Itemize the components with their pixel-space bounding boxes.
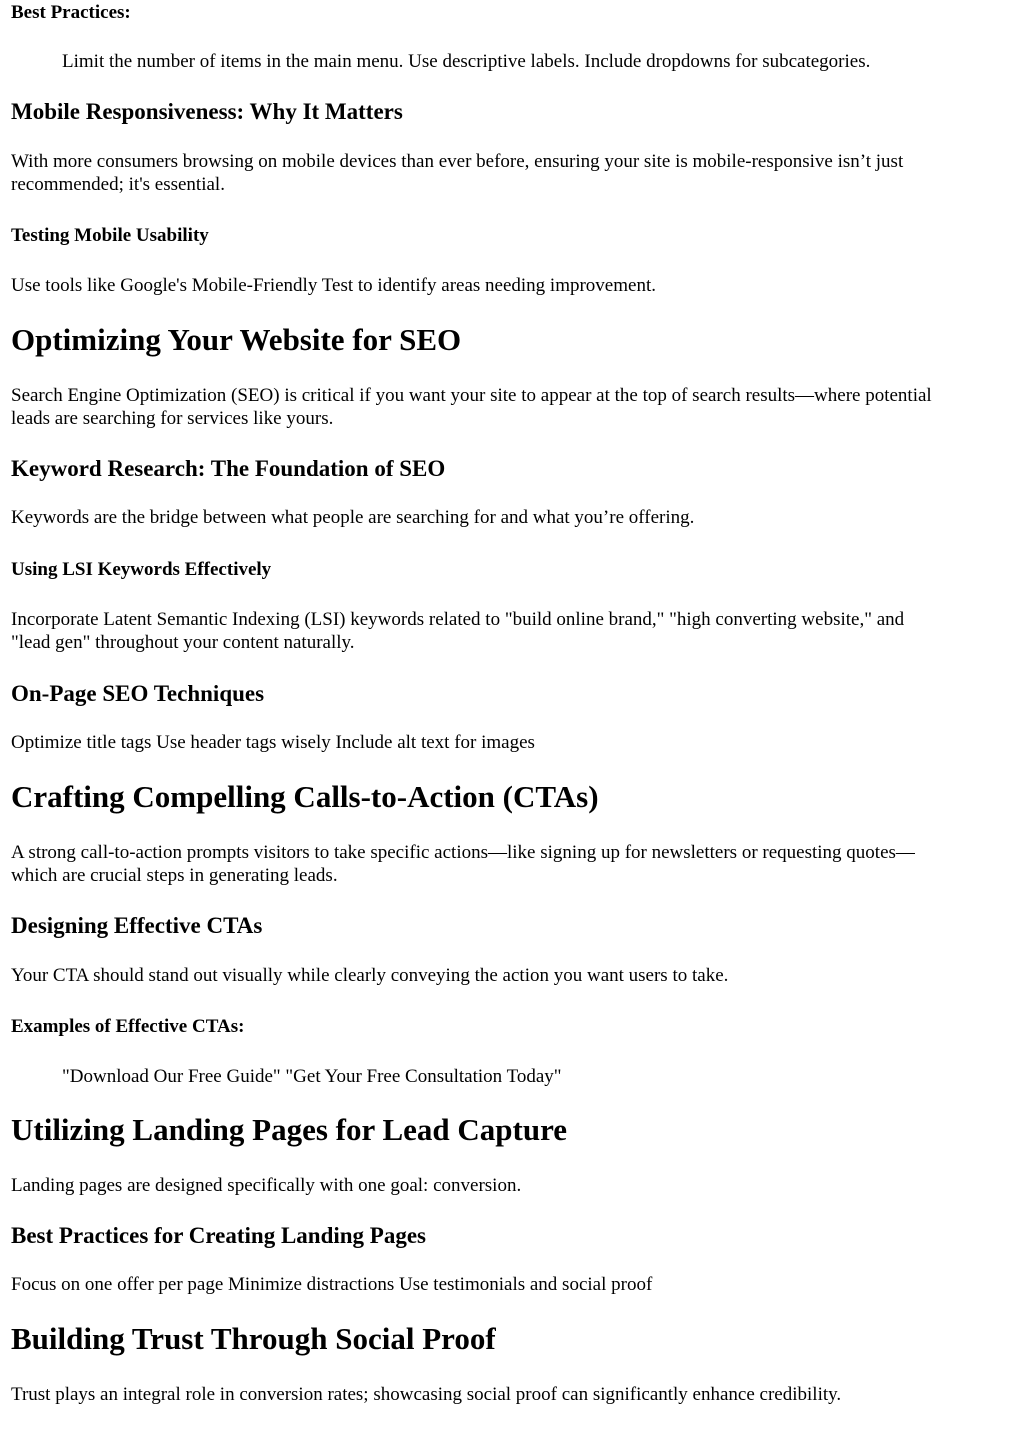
paragraph-testing-tools: Use tools like Google's Mobile-Friendly Test to identify areas needing improvement. [11, 275, 656, 296]
paragraph-social-proof: Trust plays an integral role in conversion rates; showcasing social proof can significantly enhance credibility. [11, 1384, 842, 1405]
paragraph-mobile-line-2: recommended; it's essential. [11, 174, 225, 195]
paragraph-on-page-seo: Optimize title tags Use header tags wisely Include alt text for images [11, 732, 535, 753]
blockquote-menu-practices: Limit the number of items in the main menu. Use descriptive labels. Include dropdowns for subcategories. [62, 51, 871, 72]
paragraph-lsi-line-1: Incorporate Latent Semantic Indexing (LSI) keywords related to "build online brand," "high converting website," and [11, 609, 905, 630]
paragraph-seo-line-1: Search Engine Optimization (SEO) is critical if you want your site to appear at the top of search results—where potential [11, 385, 932, 406]
heading-on-page-seo: On-Page SEO Techniques [11, 681, 265, 706]
heading-landing-pages: Utilizing Landing Pages for Lead Capture [11, 1112, 568, 1147]
paragraph-cta-line-1: A strong call-to-action prompts visitors to take specific actions—like signing up for newsletters or requesting quotes— [11, 842, 915, 863]
paragraph-cta-line-2: which are crucial steps in generating leads. [11, 865, 338, 886]
heading-social-proof: Building Trust Through Social Proof [11, 1321, 496, 1356]
paragraph-keywords: Keywords are the bridge between what people are searching for and what you’re offering. [11, 507, 695, 528]
heading-landing-best-practices: Best Practices for Creating Landing Pages [11, 1223, 427, 1248]
heading-crafting-ctas: Crafting Compelling Calls-to-Action (CTAs) [11, 779, 599, 814]
blockquote-cta-examples: "Download Our Free Guide" "Get Your Free Consultation Today" [62, 1066, 562, 1087]
heading-best-practices: Best Practices: [11, 2, 131, 23]
heading-examples-ctas: Examples of Effective CTAs: [11, 1016, 245, 1037]
paragraph-landing-best-practices: Focus on one offer per page Minimize distractions Use testimonials and social proof [11, 1274, 653, 1295]
heading-lsi-keywords: Using LSI Keywords Effectively [11, 559, 272, 580]
heading-optimizing-seo: Optimizing Your Website for SEO [11, 322, 462, 357]
paragraph-mobile-line-1: With more consumers browsing on mobile devices than ever before, ensuring your site is mobile-responsive isn’t just [11, 151, 904, 172]
paragraph-lsi-line-2: "lead gen" throughout your content naturally. [11, 632, 355, 653]
paragraph-seo-line-2: leads are searching for services like yours. [11, 408, 334, 429]
paragraph-landing-pages: Landing pages are designed specifically with one goal: conversion. [11, 1175, 522, 1196]
heading-keyword-research: Keyword Research: The Foundation of SEO [11, 456, 446, 481]
heading-testing-mobile-usability: Testing Mobile Usability [11, 225, 209, 246]
heading-mobile-responsiveness: Mobile Responsiveness: Why It Matters [11, 99, 403, 124]
paragraph-designing-ctas: Your CTA should stand out visually while clearly conveying the action you want users to take. [11, 965, 729, 986]
heading-designing-ctas: Designing Effective CTAs [11, 913, 263, 938]
